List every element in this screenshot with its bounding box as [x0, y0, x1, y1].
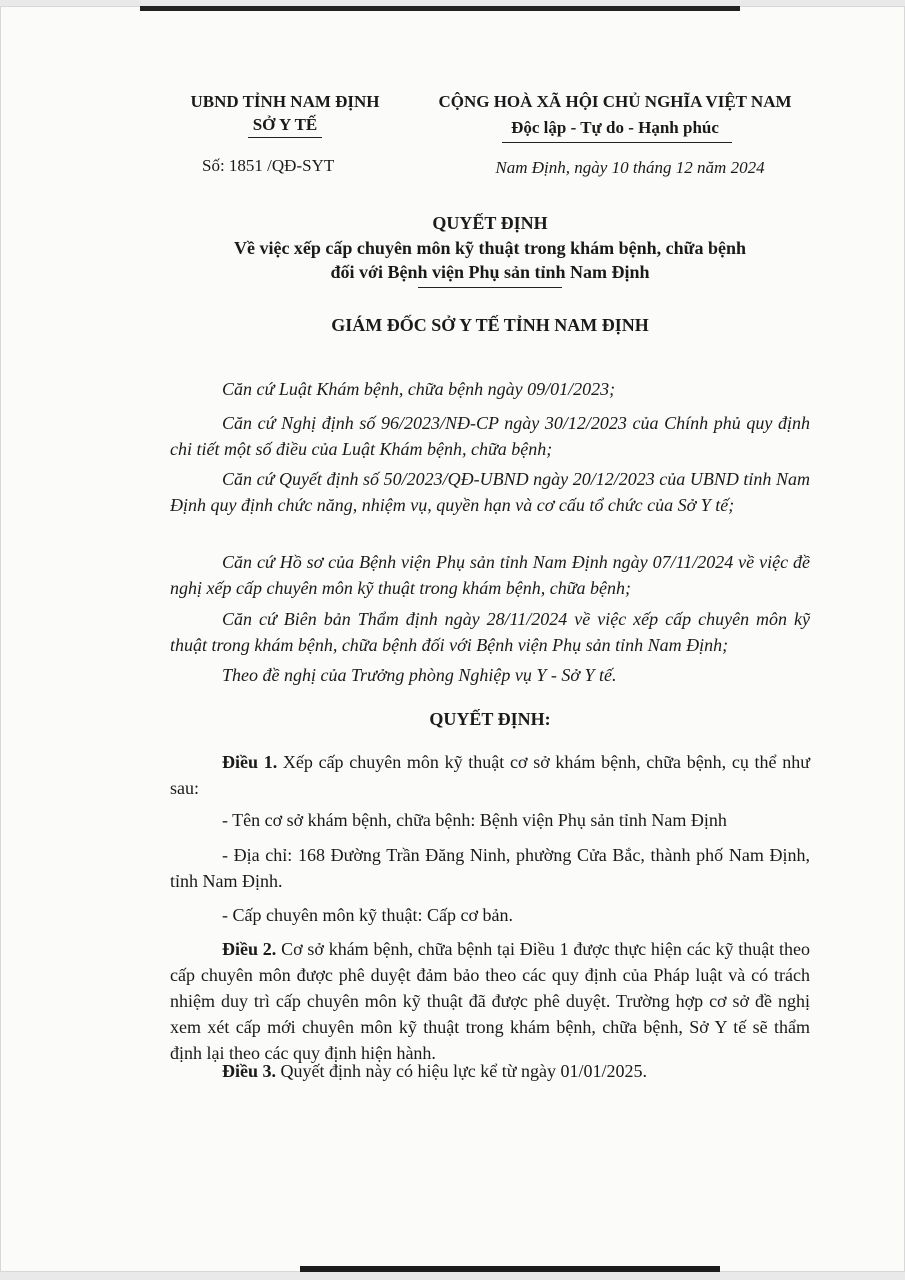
legal-basis: Căn cứ Hồ sơ của Bệnh viện Phụ sản tỉnh Nam Định ngày 07/11/2024 về việc đề nghị xếp cấp chuyên môn kỹ thuật trong khám bệnh, chữa bệnh; — [170, 552, 810, 598]
decision-heading: QUYẾT ĐỊNH — [432, 213, 548, 233]
scan-bottom-edge — [300, 1266, 720, 1272]
place-and-date: Nam Định, ngày 10 tháng 12 năm 2024 — [495, 158, 765, 177]
decision-subject-line2: đối với Bệnh viện Phụ sản tỉnh Nam Định — [330, 262, 650, 282]
scan-top-edge — [140, 6, 740, 11]
legal-basis: Căn cứ Luật Khám bệnh, chữa bệnh ngày 09/01/2023; — [222, 379, 616, 399]
article-1-label: Điều 1. — [222, 752, 278, 772]
article-1-facility: - Tên cơ sở khám bệnh, chữa bệnh: Bệnh viện Phụ sản tỉnh Nam Định — [222, 810, 727, 830]
article-1-text: Xếp cấp chuyên môn kỹ thuật cơ sở khám bệnh, chữa bệnh, cụ thể như sau: — [170, 752, 810, 798]
agency-underline — [248, 137, 322, 138]
national-motto: Độc lập - Tự do - Hạnh phúc — [511, 118, 719, 137]
document-number: Số: 1851 /QĐ-SYT — [202, 156, 335, 175]
legal-basis: Căn cứ Biên bản Thẩm định ngày 28/11/2024 về việc xếp cấp chuyên môn kỹ thuật trong khám bệnh, chữa bệnh đối với Bệnh viện Phụ sản tỉnh Nam Định; — [170, 609, 810, 655]
agency-name: SỞ Y TẾ — [252, 115, 318, 134]
article-2 — [170, 936, 810, 1066]
agency-parent: UBND TỈNH NAM ĐỊNH — [190, 92, 380, 111]
legal-basis: Căn cứ Nghị định số 96/2023/NĐ-CP ngày 30/12/2023 của Chính phủ quy định chi tiết một số điều của Luật Khám bệnh, chữa bệnh; — [170, 413, 810, 459]
article-3-text: Quyết định này có hiệu lực kể từ ngày 01/01/2025. — [276, 1061, 647, 1081]
decision-section-heading: QUYẾT ĐỊNH: — [429, 709, 551, 729]
decision-subject-line1: Về việc xếp cấp chuyên môn kỹ thuật trong khám bệnh, chữa bệnh — [233, 238, 747, 258]
article-1 — [170, 749, 810, 801]
article-1-level: - Cấp chuyên môn kỹ thuật: Cấp cơ bản. — [222, 905, 513, 925]
legal-basis: Căn cứ Quyết định số 50/2023/QĐ-UBND ngày 20/12/2023 của UBND tỉnh Nam Định quy định chức năng, nhiệm vụ, quyền hạn và cơ cấu tổ chức của Sở Y tế; — [170, 469, 810, 515]
article-2-label: Điều 2. — [222, 939, 277, 959]
national-title: CỘNG HOÀ XÃ HỘI CHỦ NGHĨA VIỆT NAM — [438, 92, 792, 111]
issuing-authority: GIÁM ĐỐC SỞ Y TẾ TỈNH NAM ĐỊNH — [331, 315, 649, 335]
article-3-label: Điều 3. — [222, 1061, 276, 1081]
legal-basis: Theo đề nghị của Trưởng phòng Nghiệp vụ Y - Sở Y tế. — [222, 665, 617, 685]
article-2-text: Cơ sở khám bệnh, chữa bệnh tại Điều 1 được thực hiện các kỹ thuật theo cấp chuyên môn được phê duyệt đảm bảo theo các quy định của Pháp luật và có trách nhiệm duy trì cấp chuyên môn kỹ thuật đã được phê duyệt. Trường hợp cơ sở đề nghị xem xét cấp mới chuyên môn kỹ thuật trong khám bệnh, chữa bệnh, Sở Y tế sẽ thẩm định lại theo các quy định hiện hành. — [170, 939, 811, 1063]
article-3 — [170, 1058, 810, 1084]
motto-underline — [502, 142, 732, 143]
subject-underline — [418, 287, 562, 288]
document-page — [0, 6, 905, 1272]
article-1-address: - Địa chỉ: 168 Đường Trần Đăng Ninh, phường Cửa Bắc, thành phố Nam Định, tỉnh Nam Định. — [170, 845, 810, 891]
